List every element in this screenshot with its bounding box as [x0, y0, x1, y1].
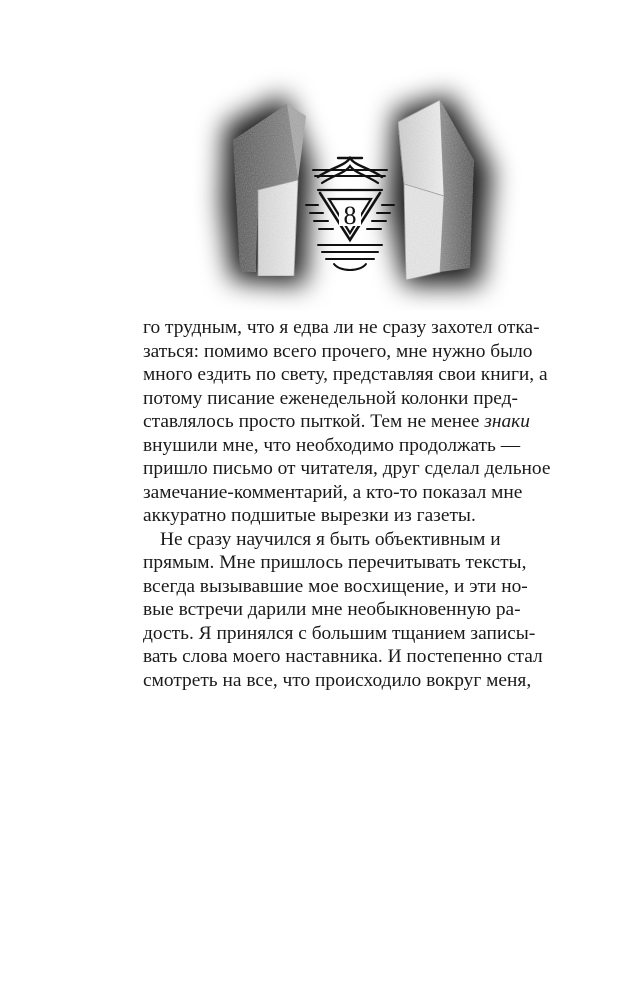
text-line: пришло письмо от читателя, друг сделал дельное: [143, 458, 551, 479]
text-line: дость. Я принялся с большим тщанием записы-: [143, 622, 536, 644]
text-line: вые встречи дарили мне необыкновенную ра-: [143, 599, 521, 620]
text-line: го трудным, что я едва ли не сразу захотел отка-: [143, 317, 540, 338]
italic-word: знаки: [484, 411, 530, 432]
text-line: потому писание еженедельной колонки пред-: [143, 387, 518, 409]
paragraph-1: [143, 316, 575, 528]
text-line: Не сразу научился я быть объективным и: [160, 528, 501, 550]
text-line: вать слова моего наставника. И постепенно стал: [143, 646, 543, 667]
text-line: заться: помимо всего прочего, мне нужно было: [143, 340, 533, 362]
text-line-with-emphasis: [143, 410, 575, 434]
body-text: [143, 316, 575, 692]
text-line: прямым. Мне пришлось перечитывать тексты,: [143, 552, 527, 573]
paragraph-2: [143, 528, 575, 693]
text-line: много ездить по свету, представляя свои книги, а: [143, 364, 548, 385]
chapter-number: 8: [343, 201, 357, 230]
text-line: смотреть на все, что происходило вокруг меня,: [143, 669, 532, 691]
text-line: замечание-комментарий, а кто-то показал мне: [143, 481, 523, 503]
text-line: аккуратно подшитые вырезки из газеты.: [143, 505, 476, 526]
text-line: всегда вызывавшие мое восхищение, и эти но-: [143, 575, 528, 597]
text-run: ставлялось просто пыткой. Тем не менее: [143, 411, 480, 432]
chapter-header-ornament: [0, 0, 633, 310]
text-line: внушили мне, что необходимо продолжать —: [143, 434, 521, 456]
chapter-emblem: [306, 158, 394, 270]
